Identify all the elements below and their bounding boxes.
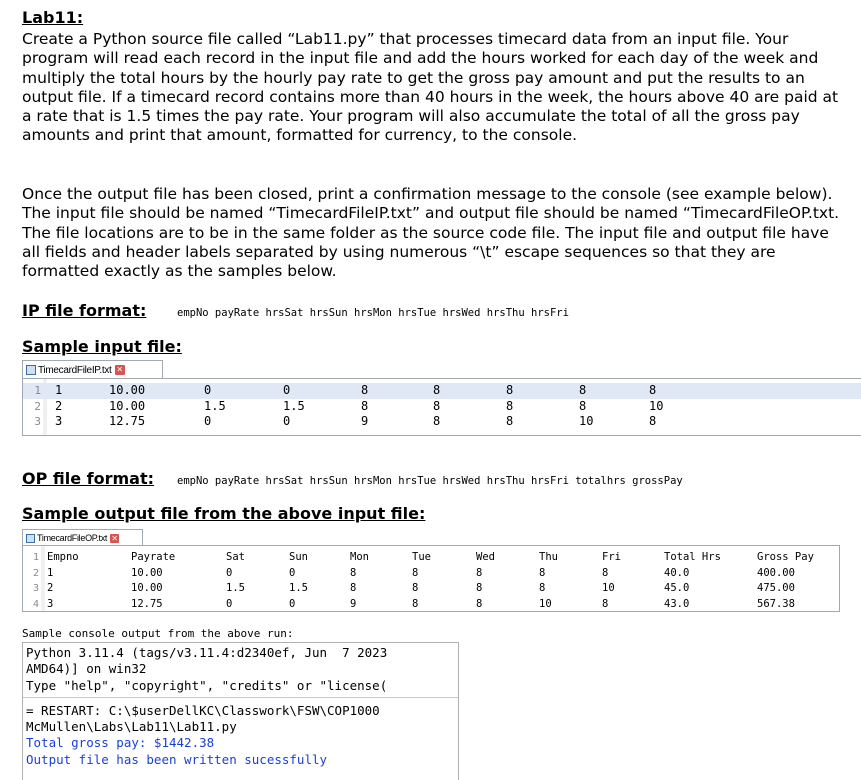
input-file-cell: 8 — [506, 414, 514, 429]
input-file-cell: 0 — [204, 383, 212, 397]
input-file-cell: 8 — [361, 383, 369, 397]
console-line: AMD64)] on win32 — [26, 661, 147, 677]
input-file-cell: 0 — [204, 414, 212, 429]
input-file-cell: 0 — [283, 383, 291, 397]
input-file-cell: 8 — [649, 383, 657, 397]
input-file-cell: 8 — [649, 414, 657, 429]
tab-label: TimecardFileOP.txt — [37, 533, 108, 543]
output-file-cell: 1.5 — [226, 582, 245, 594]
line-number: 4 — [32, 598, 39, 610]
input-file-cell: 10 — [579, 414, 594, 429]
output-file-cell: 10.00 — [131, 582, 163, 594]
output-file-cell: Tue — [412, 551, 431, 563]
input-file-cell: 8 — [433, 414, 441, 429]
input-file-cell: 10 — [649, 398, 664, 413]
line-number: 3 — [32, 583, 39, 594]
input-file-cell: 12.75 — [109, 414, 146, 429]
file-icon — [26, 534, 35, 543]
console-output-line: Output file has been written sucessfully — [26, 751, 328, 767]
input-file-cell: 8 — [579, 383, 587, 397]
output-file-cell: 12.75 — [131, 597, 163, 610]
output-file-cell: 0 — [226, 597, 233, 610]
line-number: 2 — [32, 567, 39, 579]
line-number: 1 — [34, 384, 41, 397]
input-file-cell: 8 — [433, 383, 441, 397]
console-line: = RESTART: C:\$userDellKC\Classwork\FSW\COP1000 — [26, 702, 380, 718]
output-file-cell: Total Hrs — [664, 551, 721, 563]
op-format-label: OP file format: — [22, 469, 155, 488]
output-file-cell: Empno — [47, 551, 79, 563]
output-file-row — [23, 597, 839, 613]
input-file-row — [23, 414, 861, 430]
output-file-cell: 10.00 — [131, 566, 163, 579]
output-file-cell: 10 — [602, 582, 615, 594]
tab-label: TimecardFileIP.txt — [38, 364, 112, 376]
output-file-row — [23, 581, 839, 597]
console-caption: Sample console output from the above run: — [22, 627, 294, 640]
output-file-cell: 43.0 — [664, 597, 690, 610]
console-window — [22, 642, 459, 780]
output-file-editor — [22, 529, 840, 612]
sample-input-heading: Sample input file: — [22, 337, 182, 356]
output-file-cell: 8 — [350, 566, 357, 579]
output-file-cell: 567.38 — [757, 597, 795, 610]
output-file-cell: Gross Pay — [757, 551, 814, 563]
instructions-paragraph-2: Once the output file has been closed, print a confirmation message to the console (see example below). The input file should be named “TimecardFileIP.txt” and output file should be named “TimecardFileOP.txt. The file locations are to be in the same folder as the source code file. The input file and output file have all fields and header labels separated by using numerous “\t” escape sequences so that they are formatted exactly as the samples below. — [22, 185, 840, 281]
output-file-cell: 400.00 — [757, 566, 795, 579]
lab-title: Lab11: — [22, 8, 84, 27]
console-line: Type "help", "copyright", "credits" or "license( — [26, 677, 388, 693]
output-file-cell: 2 — [47, 582, 54, 594]
input-file-editor — [22, 360, 861, 436]
output-file-cell: 8 — [412, 566, 419, 579]
output-file-cell: 45.0 — [664, 582, 690, 594]
line-number: 3 — [34, 415, 41, 429]
output-file-cell: 8 — [539, 566, 546, 579]
console-line: McMullen\Labs\Lab11\Lab11.py — [26, 719, 237, 735]
input-file-cell: 0 — [283, 414, 291, 429]
output-file-tab[interactable] — [22, 529, 143, 546]
output-file-cell: 8 — [602, 566, 609, 579]
output-file-cell: Mon — [350, 551, 369, 563]
input-file-cell: 1.5 — [283, 398, 305, 413]
input-file-cell: 9 — [361, 414, 369, 429]
output-file-cell: 8 — [476, 566, 483, 579]
input-file-tab[interactable] — [22, 360, 163, 379]
output-file-cell: 3 — [47, 597, 54, 610]
output-file-cell: Fri — [602, 551, 621, 563]
output-file-cell: Sun — [289, 551, 308, 563]
output-file-cell: Thu — [539, 551, 558, 563]
output-file-cell: 0 — [289, 566, 296, 579]
file-icon — [26, 365, 36, 375]
input-file-cell: 8 — [579, 398, 587, 413]
input-file-cell: 8 — [506, 398, 514, 413]
ip-format-label: IP file format: — [22, 301, 147, 320]
output-file-cell: 8 — [350, 582, 357, 594]
instructions-paragraph-1: Create a Python source file called “Lab11.py” that processes timecard data from an input file. Your program will read each record in the input file and add the hours worked for each day of the week and multiply the total hours by the hourly pay rate to get the gross pay amount and put the results to an output file. If a timecard record contains more than 40 hours in the week, the hours above 40 are paid at a rate that is 1.5 times the pay rate. Your program will also accumulate the total of all the gross pay amounts and print that amount, formatted for currency, to the console. — [22, 30, 839, 145]
output-file-cell: 40.0 — [664, 566, 690, 579]
output-file-cell: Payrate — [131, 551, 176, 563]
output-file-cell: 1.5 — [289, 582, 308, 594]
output-file-cell: 8 — [539, 582, 546, 594]
close-icon[interactable]: ✕ — [116, 365, 123, 374]
input-file-cell: 2 — [55, 398, 63, 413]
input-file-cell: 3 — [55, 414, 63, 429]
input-file-cell: 8 — [433, 398, 441, 413]
output-file-cell: 10 — [539, 597, 552, 610]
sample-output-heading: Sample output file from the above input file: — [22, 504, 426, 523]
console-output-line: Total gross pay: $1442.38 — [26, 735, 215, 751]
input-file-cell: 1 — [55, 383, 63, 397]
output-file-cell: 0 — [289, 597, 296, 610]
input-file-cell: 10.00 — [109, 383, 146, 397]
output-file-cell: Sat — [226, 551, 245, 563]
input-file-row — [23, 399, 861, 415]
output-file-cell: Wed — [476, 551, 495, 563]
input-file-cell: 8 — [361, 398, 369, 413]
output-file-cell: 0 — [226, 566, 233, 579]
output-file-cell: 8 — [412, 582, 419, 594]
output-file-cell: 9 — [350, 597, 357, 610]
output-file-cell: 8 — [476, 597, 483, 610]
output-file-cell: 1 — [47, 566, 54, 579]
output-header-row — [23, 550, 839, 566]
output-file-cell: 475.00 — [757, 582, 795, 594]
output-file-cell: 8 — [412, 597, 419, 610]
close-icon[interactable]: ✕ — [111, 533, 118, 543]
line-number: 1 — [32, 552, 39, 563]
input-file-cell: 1.5 — [204, 398, 226, 413]
line-number: 2 — [34, 399, 41, 413]
input-file-row — [23, 383, 861, 399]
output-file-cell: 8 — [476, 582, 483, 594]
output-file-cell: 8 — [602, 597, 609, 610]
output-file-row — [23, 566, 839, 582]
console-line: Python 3.11.4 (tags/v3.11.4:d2340ef, Jun 7 2023 — [26, 645, 388, 660]
op-format-fields: empNo payRate hrsSat hrsSun hrsMon hrsTue hrsWed hrsThu hrsFri totalhrs grossPay — [177, 475, 683, 487]
ip-format-fields: empNo payRate hrsSat hrsSun hrsMon hrsTue hrsWed hrsThu hrsFri — [177, 307, 569, 319]
input-file-cell: 10.00 — [109, 398, 146, 413]
input-file-cell: 8 — [506, 383, 514, 397]
